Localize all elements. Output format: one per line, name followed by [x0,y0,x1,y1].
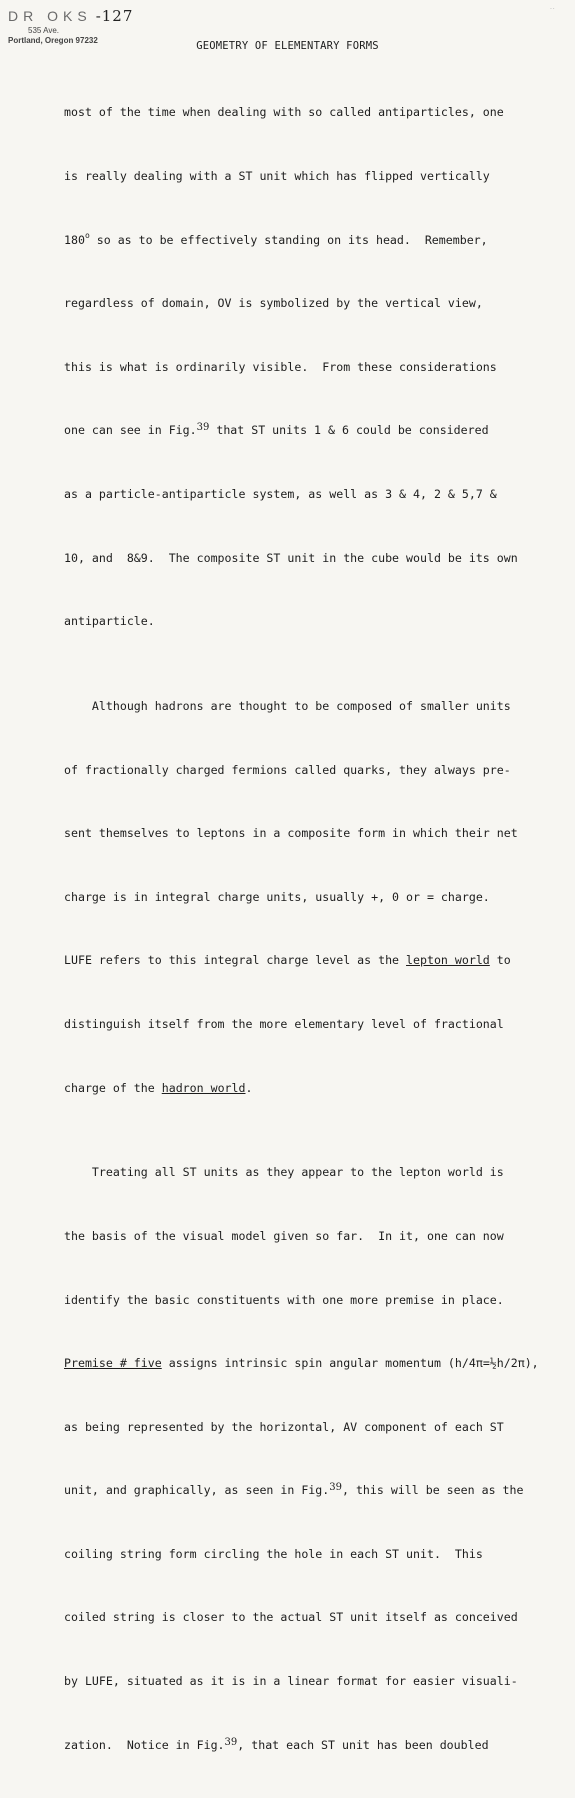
text-line: identify the basic constituents with one more premise in place. [64,1292,504,1307]
text-line: as being represented by the horizontal, AV component of each ST [64,1419,504,1434]
handwritten-page-number: -127 [95,7,134,25]
text-line: by LUFE, situated as it is in a linear format for easier visuali- [64,1674,518,1689]
text-line: is really dealing with a ST unit which has flipped vertically [64,169,490,183]
text-span: , this will be seen as the [341,1483,524,1498]
text-span: LUFE refers to this integral charge level as the [64,953,407,968]
text-span: . [245,1080,253,1095]
page-title: GEOMETRY OF ELEMENTARY FORMS [196,40,379,52]
text-span: assigns intrinsic spin angular momentum (h/4π=½h/2π), [161,1356,539,1371]
text-line [64,1735,554,1756]
stamp-line-2: 535 Ave. [28,26,59,36]
text-line: distinguish itself from the more elementary level of fractional [64,1016,504,1031]
text-line: this is what is ordinarily visible. From these considerations [64,359,497,374]
text-span: so as to be effectively standing on its head. Remember, [89,232,488,247]
underlined-term: lepton world [406,953,490,968]
text-span: zation. Notice in Fig. [64,1737,225,1752]
underlined-term: hadron world [161,1080,246,1095]
stamp-line-3: Portland, Oregon 97232 [8,35,98,45]
text-line: as a particle-antiparticle system, as well as 3 & 4, 2 & 5,7 & [64,486,497,501]
text-span: to [489,953,511,968]
text-line: Although hadrons are thought to be composed of smaller units [64,698,511,713]
text-line: the basis of the visual model given so far. In it, one can now [64,1228,504,1243]
text-line: regardless of domain, OV is symbolized by the vertical view, [64,296,483,311]
degree-superscript: o [84,230,90,240]
text-line: sent themselves to leptons in a composite form in which their net [64,826,518,841]
text-span: unit, and graphically, as seen in Fig. [64,1483,330,1498]
handwritten-fig-number: 39 [196,422,210,434]
underlined-term: Premise # five [64,1356,162,1371]
text-span: that ST units 1 & 6 could be considered [209,423,489,438]
text-span: one can see in Fig. [64,423,197,438]
text-span: charge of the [64,1080,162,1095]
text-line [64,420,554,441]
corner-mark: ·· [549,4,555,13]
stamp-line-1: DR OKS [8,8,92,24]
text-span: 180 [64,232,85,247]
text-line [64,1078,554,1099]
text-line: charge is in integral charge units, usually +, 0 or = charge. [64,889,490,904]
text-line: antiparticle. [64,614,155,629]
text-line: of fractionally charged fermions called quarks, they always pre- [64,762,511,777]
text-line [64,950,554,971]
text-line: 10, and 8&9. The composite ST unit in the cube would be its own [64,550,518,565]
body-text [64,60,554,1798]
text-line: coiling string form circling the hole in each ST unit. This [64,1546,483,1561]
text-line [64,1480,554,1501]
text-line: most of the time when dealing with so called antiparticles, one [64,105,504,120]
handwritten-fig-number: 39 [224,1736,238,1748]
text-line: coiled string is closer to the actual ST unit itself as conceived [64,1610,518,1625]
text-line [64,230,554,251]
text-line: Treating all ST units as they appear to the lepton world is [64,1165,504,1180]
text-line [64,1353,554,1374]
handwritten-fig-number: 39 [329,1482,342,1494]
text-span: , that each ST unit has been doubled [237,1737,489,1752]
